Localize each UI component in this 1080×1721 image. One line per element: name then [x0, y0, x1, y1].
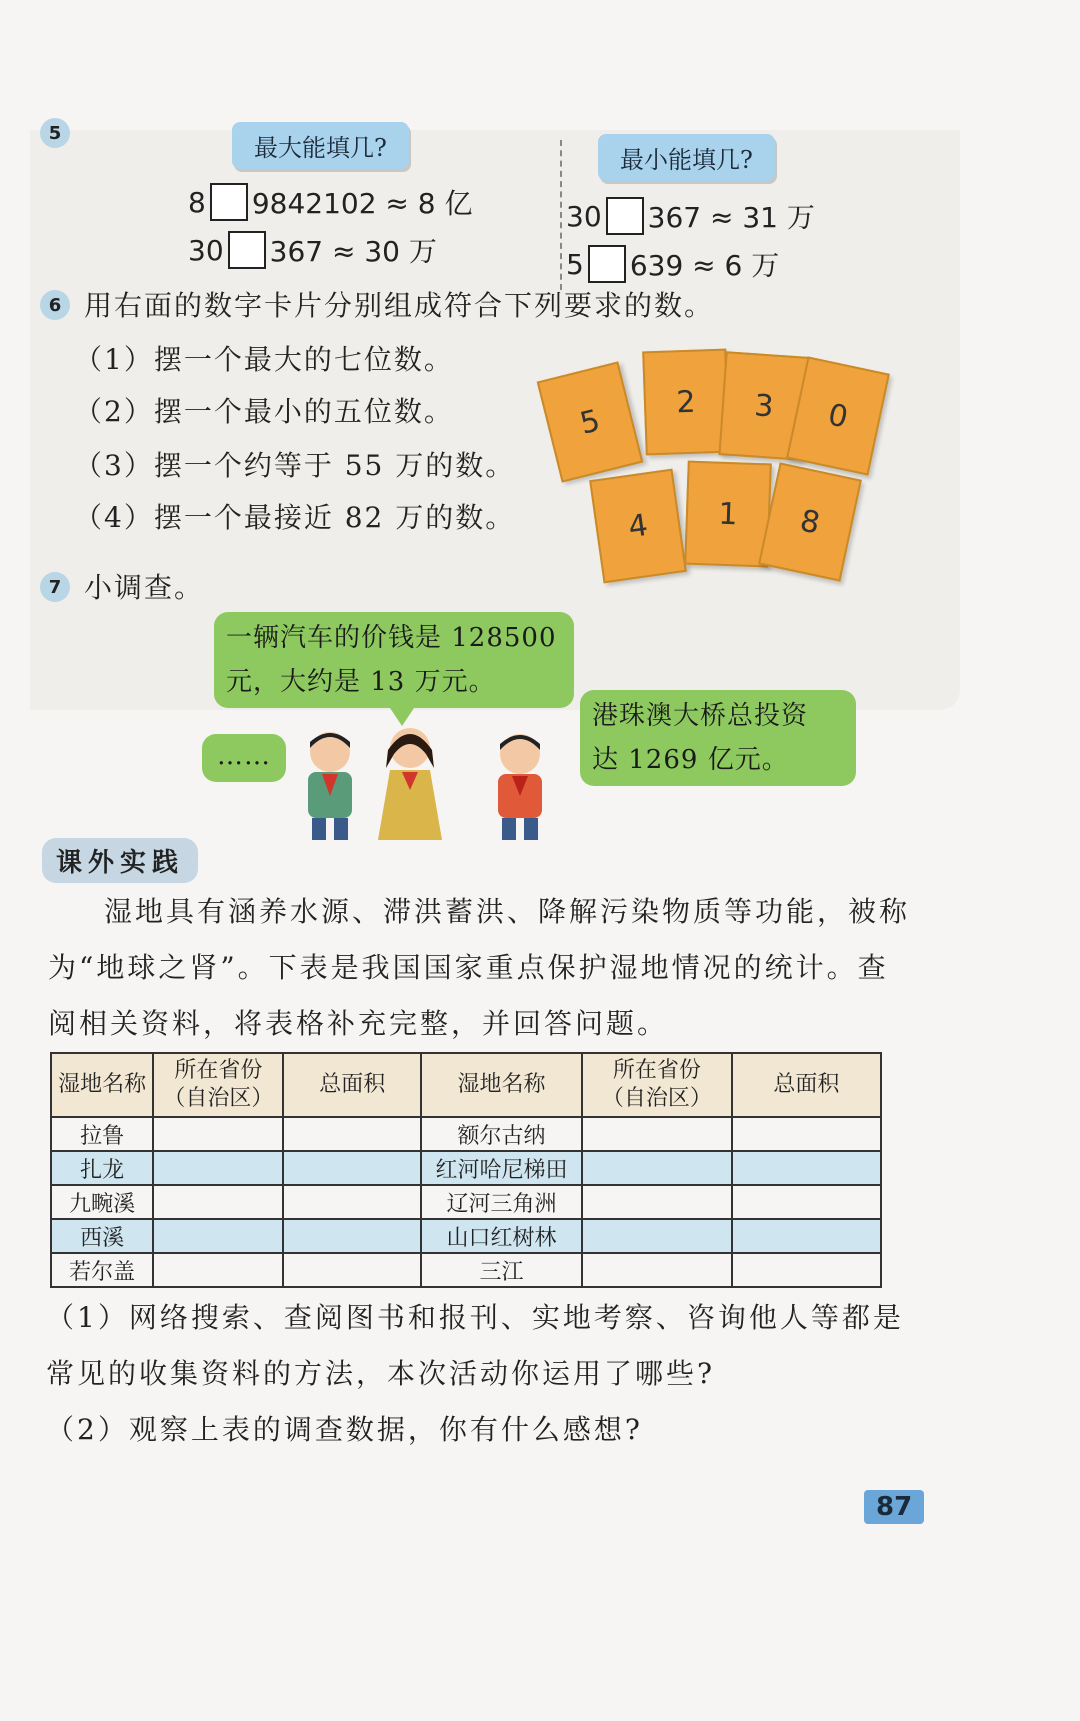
header-province: 所在省份 （自治区） [153, 1053, 283, 1117]
table-row [51, 1151, 881, 1185]
cell-wetland: 九畹溪 [51, 1185, 153, 1219]
cell-province[interactable] [153, 1219, 283, 1253]
header-province: 所在省份 （自治区） [582, 1053, 732, 1117]
digit-card: 8 [758, 462, 862, 581]
dashed-divider [560, 140, 562, 290]
digit-card: 4 [589, 469, 687, 584]
q6-prompt: 用右面的数字卡片分别组成符合下列要求的数。 [84, 289, 715, 322]
cell-province[interactable] [582, 1117, 732, 1151]
cell-province[interactable] [582, 1185, 732, 1219]
wetland-table [50, 1052, 882, 1288]
answer-box[interactable] [228, 231, 266, 269]
equation-row: 30 367 ≈ 30 万 [188, 230, 437, 270]
cell-province[interactable] [153, 1253, 283, 1287]
ellipsis-bubble: …… [202, 734, 286, 782]
cell-area[interactable] [732, 1117, 881, 1151]
bridge-investment-bubble: 港珠澳大桥总投资 达 1269 亿元。 [580, 690, 856, 786]
digit-card: 5 [537, 361, 644, 482]
car-price-bubble: 一辆汽车的价钱是 128500 元，大约是 13 万元。 [214, 612, 574, 708]
table-row [51, 1219, 881, 1253]
q6-item: （4）摆一个最接近 82 万的数。 [74, 501, 516, 534]
cell-area[interactable] [283, 1151, 421, 1185]
header-wetland-name: 湿地名称 [421, 1053, 582, 1117]
cell-wetland: 辽河三角洲 [421, 1185, 582, 1219]
equation-row: 5 639 ≈ 6 万 [566, 244, 779, 284]
cell-province[interactable] [153, 1151, 283, 1185]
cell-area[interactable] [283, 1185, 421, 1219]
cell-province[interactable] [582, 1253, 732, 1287]
question-number-6: 6 [40, 290, 70, 320]
cell-province[interactable] [153, 1185, 283, 1219]
cell-province[interactable] [582, 1219, 732, 1253]
digit-card: 0 [786, 356, 890, 475]
cell-wetland: 西溪 [51, 1219, 153, 1253]
children-illustration [290, 724, 590, 844]
boy-right [498, 734, 542, 840]
q6-item: （3）摆一个约等于 55 万的数。 [74, 449, 516, 482]
table-header-row [51, 1053, 881, 1117]
cell-wetland: 山口红树林 [421, 1219, 582, 1253]
table-row [51, 1253, 881, 1287]
table-row [51, 1117, 881, 1151]
practice-questions: （1）网络搜索、查阅图书和报刊、实地考察、咨询他人等都是 常见的收集资料的方法，本次活动你运用了哪些? （2）观察上表的调查数据，你有什么感想? [46, 1301, 904, 1446]
cell-wetland: 额尔古纳 [421, 1117, 582, 1151]
equation-row: 30 367 ≈ 31 万 [566, 196, 815, 236]
cell-province[interactable] [153, 1117, 283, 1151]
cell-area[interactable] [732, 1253, 881, 1287]
header-wetland-name: 湿地名称 [51, 1053, 153, 1117]
answer-box[interactable] [606, 197, 644, 235]
min-fill-tag: 最小能填几? [598, 134, 775, 181]
cell-area[interactable] [283, 1219, 421, 1253]
table-row [51, 1185, 881, 1219]
q7-prompt: 小调查。 [84, 571, 205, 604]
boy-left [308, 732, 352, 840]
digit-card: 3 [718, 351, 809, 461]
cell-area[interactable] [283, 1253, 421, 1287]
cell-wetland: 三江 [421, 1253, 582, 1287]
answer-box[interactable] [210, 183, 248, 221]
q6-item: （1）摆一个最大的七位数。 [74, 343, 454, 376]
digit-card: 1 [684, 461, 772, 568]
cell-area[interactable] [732, 1219, 881, 1253]
cell-wetland: 若尔盖 [51, 1253, 153, 1287]
answer-box[interactable] [588, 245, 626, 283]
cell-wetland: 拉鲁 [51, 1117, 153, 1151]
cell-area[interactable] [732, 1185, 881, 1219]
cell-area[interactable] [283, 1117, 421, 1151]
cell-wetland: 红河哈尼梯田 [421, 1151, 582, 1185]
girl-middle [378, 728, 442, 840]
q6-item: （2）摆一个最小的五位数。 [74, 395, 454, 428]
cell-province[interactable] [582, 1151, 732, 1185]
cell-area[interactable] [732, 1151, 881, 1185]
header-area: 总面积 [283, 1053, 421, 1117]
question-number-5: 5 [40, 118, 70, 148]
cell-wetland: 扎龙 [51, 1151, 153, 1185]
header-area: 总面积 [732, 1053, 881, 1117]
question-number-7: 7 [40, 572, 70, 602]
page-number: 87 [864, 1490, 924, 1524]
practice-paragraph: 湿地具有涵养水源、滞洪蓄洪、降解污染物质等功能，被称 为“地球之肾”。下表是我国国家重点保护湿地情况的统计。查 阅相关资料，将表格补充完整，并回答问题。 [48, 895, 911, 1040]
digit-card: 2 [642, 349, 730, 456]
section-title: 课外实践 [42, 838, 198, 883]
max-fill-tag: 最大能填几? [232, 122, 409, 169]
equation-row: 8 9842102 ≈ 8 亿 [188, 182, 473, 222]
